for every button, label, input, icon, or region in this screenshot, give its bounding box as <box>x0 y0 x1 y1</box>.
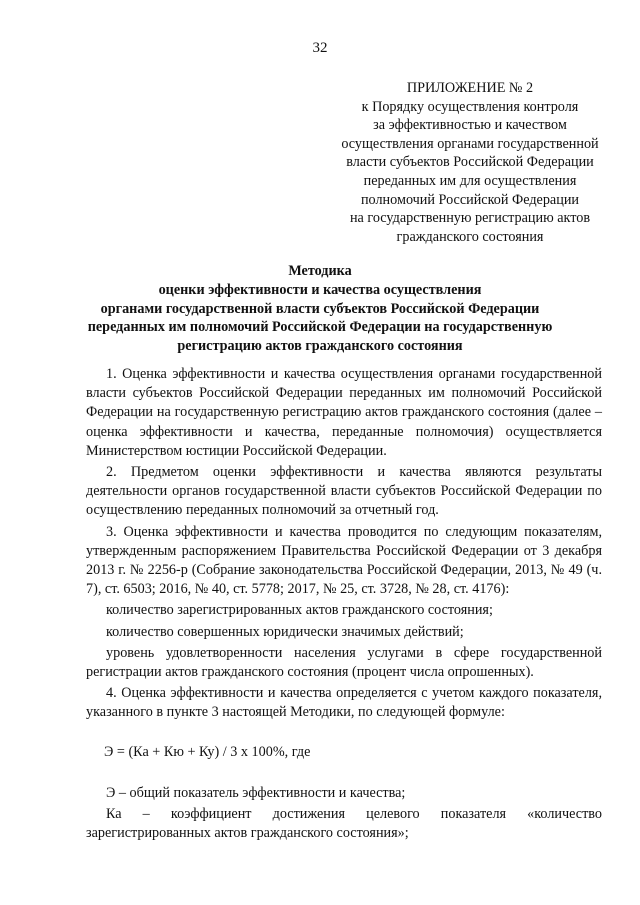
appendix-line: власти субъектов Российской Федерации <box>346 154 594 171</box>
definition-item: Ка – коэффициент достижения целевого показателя «количество зарегистрированных актов гражданского состояния»; <box>86 806 602 842</box>
title-line: оценки эффективности и качества осуществления <box>158 281 482 298</box>
appendix-line: осуществления органами государственной <box>341 135 599 152</box>
paragraph-3: 3. Оценка эффективности и качества проводится по следующим показателям, утвержденным распоряжением Правительства Российской Федерации от 3 декабря 2013 г. № 2256-р (Собрание законодательства Российской Федерации, 2013, № 49 (ч. 7), ст. 6503; 2016, № 40, ст. 5778; 2017, № 25, ст. 3728, № 28, ст. 4176): <box>86 523 602 598</box>
title-line: Методика <box>288 263 352 279</box>
indicator-item: количество зарегистрированных актов гражданского состояния; <box>106 602 493 619</box>
appendix-line: переданных им для осуществления <box>363 172 577 189</box>
appendix-line: на государственную регистрацию актов <box>349 210 591 227</box>
appendix-line: к Порядку осуществления контроля <box>361 98 579 115</box>
title-line: регистрацию актов гражданского состояния <box>177 338 463 355</box>
document-body <box>86 365 602 845</box>
paragraph-1: 1. Оценка эффективности и качества осуществления органами государственной власти субъектов Российской Федерации переданных им полномочий Российской Федерации на государственную регистрацию актов гражданского состояния (далее – оценка эффективности и качества, переданные полномочия) осуществляется Министерством юстиции Российской Федерации. <box>86 366 602 459</box>
page-number: 32 <box>312 40 328 56</box>
indicator-item: количество совершенных юридически значимых действий; <box>106 623 464 640</box>
paragraph-4: 4. Оценка эффективности и качества определяется с учетом каждого показателя, указанного в пункте 3 настоящей Методики, по следующей формуле: <box>86 685 602 721</box>
appendix-line: за эффективностью и качеством <box>373 117 567 134</box>
appendix-line: ПРИЛОЖЕНИЕ № 2 <box>406 80 534 96</box>
appendix-line: полномочий Российской Федерации <box>360 191 580 208</box>
title-line: органами государственной власти субъектов Российской Федерации <box>100 300 540 317</box>
appendix-line: гражданского состояния <box>396 228 544 245</box>
title-line: переданных им полномочий Российской Федерации на государственную <box>87 319 553 336</box>
document-title <box>40 262 600 356</box>
definition-item: Э – общий показатель эффективности и качества; <box>106 784 406 801</box>
indicator-item: уровень удовлетворенности населения услугами в сфере государственной регистрации актов гражданского состояния (процент числа опрошенных). <box>86 644 602 681</box>
appendix-header <box>330 79 610 246</box>
paragraph-2: 2. Предметом оценки эффективности и качества являются результаты деятельности органов государственной власти субъектов Российской Федерации по осуществлению переданных полномочий за отчетный год. <box>86 464 602 519</box>
formula: Э = (Ка + Кю + Ку) / 3 х 100%, где <box>104 743 311 760</box>
